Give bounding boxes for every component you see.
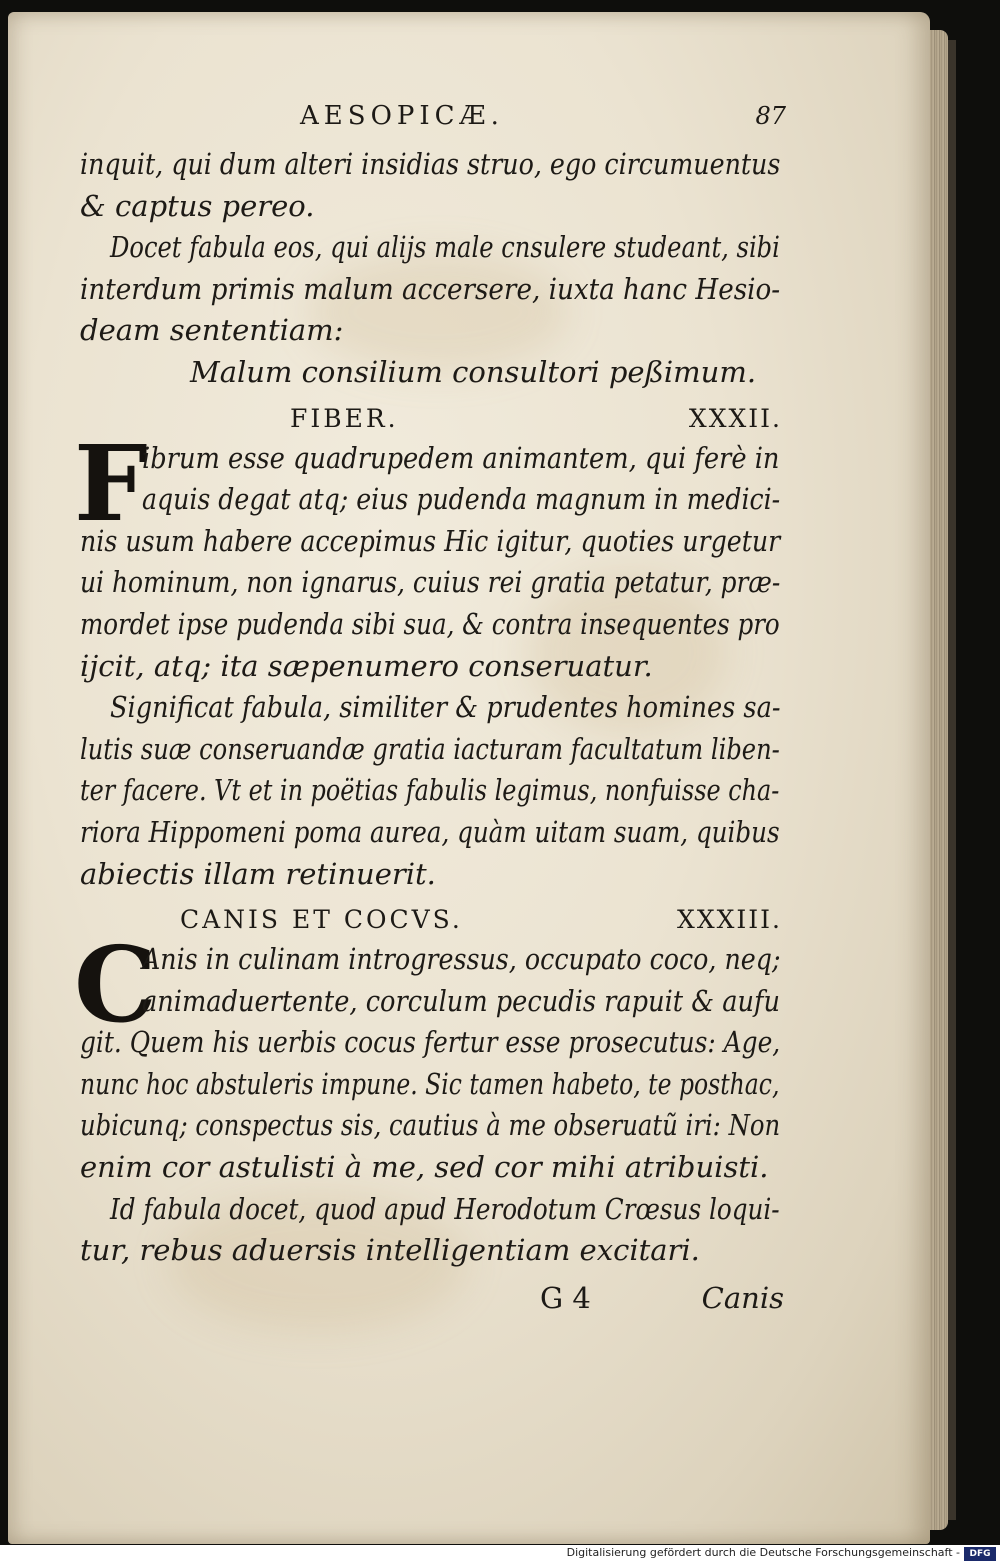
text-line: aquis degat atq; eius pudenda magnum in medici- bbox=[142, 482, 781, 517]
dfg-logo: DFG bbox=[964, 1547, 996, 1561]
catchword: Canis bbox=[701, 1280, 784, 1315]
fable-number: XXXIII. bbox=[677, 905, 782, 935]
fable-heading bbox=[80, 394, 780, 438]
credit-bar bbox=[0, 1545, 1000, 1563]
running-head: AESOPICÆ. bbox=[300, 101, 504, 131]
text-line: mordet ipse pudenda sibi sua, & contra insequentes pro bbox=[80, 606, 780, 641]
book-cover-edge bbox=[948, 40, 956, 1520]
text-line: & captus pereo. bbox=[80, 188, 315, 223]
fable-number: XXXII. bbox=[688, 403, 782, 433]
fable-moral bbox=[80, 1189, 780, 1272]
paragraph-moral bbox=[80, 227, 780, 393]
text-line: ter facere. Vt et in poëtias fabulis legimus, nonfuisse cha- bbox=[80, 773, 780, 808]
running-header bbox=[80, 96, 786, 144]
text-line: abiectis illam retinuerit. bbox=[80, 856, 436, 891]
fable-text bbox=[74, 421, 781, 688]
text-line: interdum primis malum accersere, iuxta hanc Hesio- bbox=[80, 271, 781, 306]
paragraph-continued bbox=[80, 144, 780, 227]
text-line: ubicunq; conspectus sis, cautius à me obseruatũ iri: Non bbox=[80, 1108, 781, 1143]
fable-title: CANIS ET COCVS. bbox=[180, 905, 463, 935]
text-line: git. Quem his uerbis cocus fertur esse prosecutus: Age, bbox=[80, 1025, 781, 1060]
text-line: Significat fabula, similiter & prudentes homines sa- bbox=[110, 690, 781, 725]
text-line: tur, rebus aduersis intelligentiam excitari. bbox=[80, 1233, 700, 1268]
text-line: nunc hoc abstuleris impune. Sic tamen habeto, te posthac, bbox=[80, 1066, 780, 1101]
funding-credit: Digitalisierung gefördert durch die Deutsche Forschungsgemeinschaft - bbox=[566, 1546, 960, 1559]
text-line: ui hominum, non ignarus, cuius rei gratia petatur, præ- bbox=[80, 565, 781, 600]
text-line: Anis in culinam introgressus, occupato coco, neq; bbox=[142, 942, 781, 977]
text-line: deam sententiam: bbox=[80, 313, 344, 348]
text-line: lutis suæ conseruandæ gratia iacturam facultatum liben- bbox=[80, 731, 780, 766]
text-line: ijcit, atq; ita sæpenumero conseruatur. bbox=[80, 648, 653, 683]
text-line: animaduertente, corculum pecudis rapuit & aufu bbox=[142, 983, 781, 1018]
text-line: Id fabula docet, quod apud Herodotum Crœsus loqui- bbox=[110, 1191, 780, 1226]
text-line: inquit, qui dum alteri insidias struo, ego circumuentus bbox=[80, 147, 781, 181]
text-line: riora Hippomeni poma aurea, quàm uitam suam, quibus bbox=[80, 814, 780, 849]
page-text bbox=[74, 96, 786, 1316]
text-line: enim cor astulisti à me, sed cor mihi atribuisti. bbox=[80, 1150, 769, 1185]
fable-moral bbox=[80, 687, 780, 895]
book-page-edges bbox=[930, 30, 948, 1530]
text-line: ibrum esse quadrupedem animantem, qui ferè in bbox=[142, 440, 780, 475]
fable-text bbox=[74, 923, 781, 1189]
drop-initial: F bbox=[74, 421, 148, 545]
signature-mark: G 4 bbox=[540, 1280, 591, 1315]
quoted-sentence: Malum consilium consultori peßimum. bbox=[190, 354, 757, 389]
text-line: nis usum habere accepimus Hic igitur, quoties urgetur bbox=[80, 523, 781, 558]
page-footer bbox=[80, 1272, 784, 1316]
page-number: 87 bbox=[755, 102, 786, 130]
drop-initial: C bbox=[74, 923, 157, 1047]
fable-heading bbox=[80, 895, 780, 939]
fable-title: FIBER. bbox=[290, 403, 399, 433]
text-line: Docet fabula eos, qui alijs male cnsulere studeant, sibi bbox=[110, 230, 780, 265]
